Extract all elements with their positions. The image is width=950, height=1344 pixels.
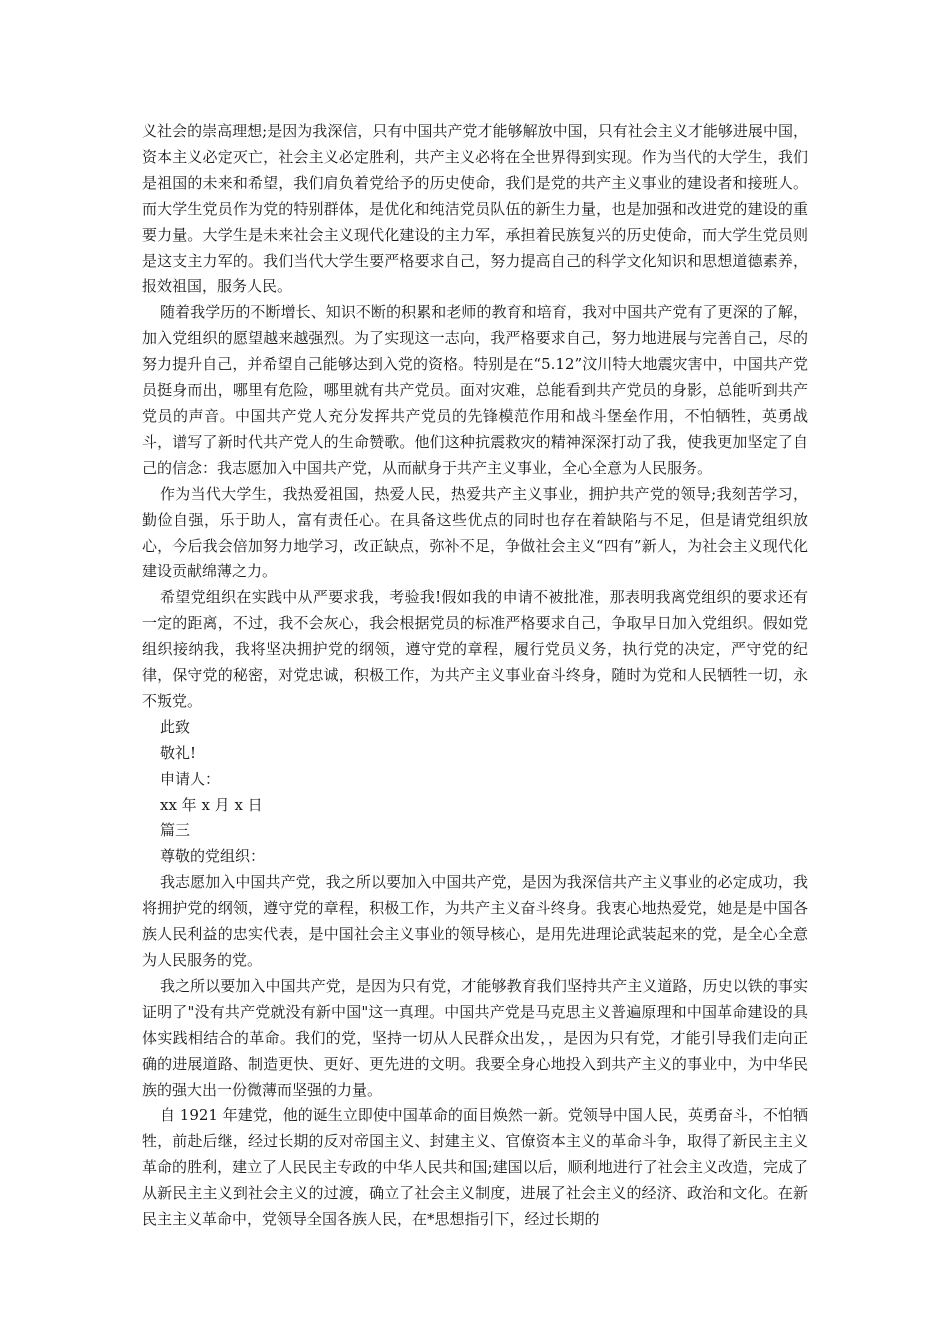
paragraph: 我之所以要加入中国共产党，是因为只有党，才能够教育我们坚持共产主义道路，历史以铁的事实证明了"没有共产党就没有新中国"这一真理。中国共产党是马克思主义普遍原理和中国革命建设的具体实践相结合的革命。我们的党，坚持一切从人民群众出发，，是因为只有党，才能引导我们走向正确的进展道路、制造更快、更好、更先进的文明。我要全身心地投入到共产主义的事业中，为中华民族的强大出一份微薄而坚强的力量。	[142, 976, 808, 1099]
paragraph: 随着我学历的不断增长、知识不断的积累和老师的教育和培育，我对中国共产党有了更深的了解，加入党组织的愿望越来越强烈。为了实现这一志向，我严格要求自己，努力地进展与完善自己，尽的努力提升自己，并希望自己能够达到入党的资格。特别是在“5.12”汶川特大地震灾害中，中国共产党员挺身而出，哪里有危险，哪里就有共产党员。面对灾难，总能看到共产党员的身影，总能听到共产党员的声音。中国共产党人充分发挥共产党员的先锋模范作用和战斗堡垒作用，不怕牺牲，英勇战斗，谱写了新时代共产党人的生命赞歌。他们这种抗震救灾的精神深深打动了我，使我更加坚定了自己的信念：我志愿加入中国共产党，从而献身于共产主义事业，全心全意为人民服务。	[142, 303, 808, 477]
paragraph: 希望党组织在实践中从严要求我，考验我!假如我的申请不被批准，那表明我离党组织的要求还有一定的距离，不过，我不会灰心，我会根据党员的标准严格要求自己，争取早日加入党组织。假如党组织接纳我，我将坚决拥护党的纲领，遵守党的章程，履行党员义务，执行党的决定，严守党的纪律，保守党的秘密，对党忠诚，积极工作，为共产主义事业奋斗终身，随时为党和人民牺牲一切，永不叛党。	[142, 588, 808, 710]
closing-regards: 敬礼!	[160, 743, 197, 762]
section-heading: 篇三	[160, 821, 191, 840]
closing-salutation: 此致	[160, 717, 191, 736]
paragraph: 义社会的崇高理想;是因为我深信，只有中国共产党才能够解放中国，只有社会主义才能够进展中国，资本主义必定灭亡，社会主义必定胜利，共产主义必将在全世界得到实现。作为当代的大学生，我们是祖国的未来和希望，我们肩负着党给予的历史使命，我们是党的共产主义事业的建设者和接班人。而大学生党员作为党的特别群体，是优化和纯洁党员队伍的新生力量，也是加强和改进党的建设的重要力量。大学生是未来社会主义现代化建设的主力军，承担着民族复兴的历史使命，而大学生党员则是这支主力军的。我们当代大学生要严格要求自己，努力提高自己的科学文化知识和思想道德素养，报效祖国，服务人民。	[142, 122, 808, 296]
paragraph: 自 1921 年建党，他的诞生立即使中国革命的面目焕然一新。党领导中国人民，英勇奋斗，不怕牺牲，前赴后继，经过长期的反对帝国主义、封建主义、官僚资本主义的革命斗争，取得了新民主主义革命的胜利，建立了人民民主专政的中华人民共和国;建国以后，顺利地进行了社会主义改造，完成了从新民主主义到社会主义的过渡，确立了社会主义制度，进展了社会主义的经济、政治和文化。在新民主主义革命中，党领导全国各族人民，在*思想指引下，经过长期的	[142, 1106, 808, 1229]
paragraph: 作为当代大学生，我热爱祖国，热爱人民，热爱共产主义事业，拥护共产党的领导;我刻苦学习，勤俭自强，乐于助人，富有责任心。在具备这些优点的同时也存在着缺陷与不足，但是请党组织放心，今后我会倍加努力地学习，改正缺点，弥补不足，争做社会主义“四有”新人，为社会主义现代化建设贡献绵薄之力。	[142, 484, 808, 581]
applicant-line: 申请人：	[160, 769, 221, 788]
paragraph: 我志愿加入中国共产党，我之所以要加入中国共产党，是因为我深信共产主义事业的必定成功，我将拥护党的纲领，遵守党的章程，积极工作，为共产主义奋斗终身。我衷心地热爱党，她是是中国各族人民利益的忠实代表，是中国社会主义事业的领导核心，是用先进理论武装起来的党，是全心全意为人民服务的党。	[142, 873, 808, 969]
date-line: xx 年 x 月 x 日	[160, 795, 263, 814]
greeting-line: 尊敬的党组织：	[160, 847, 266, 866]
